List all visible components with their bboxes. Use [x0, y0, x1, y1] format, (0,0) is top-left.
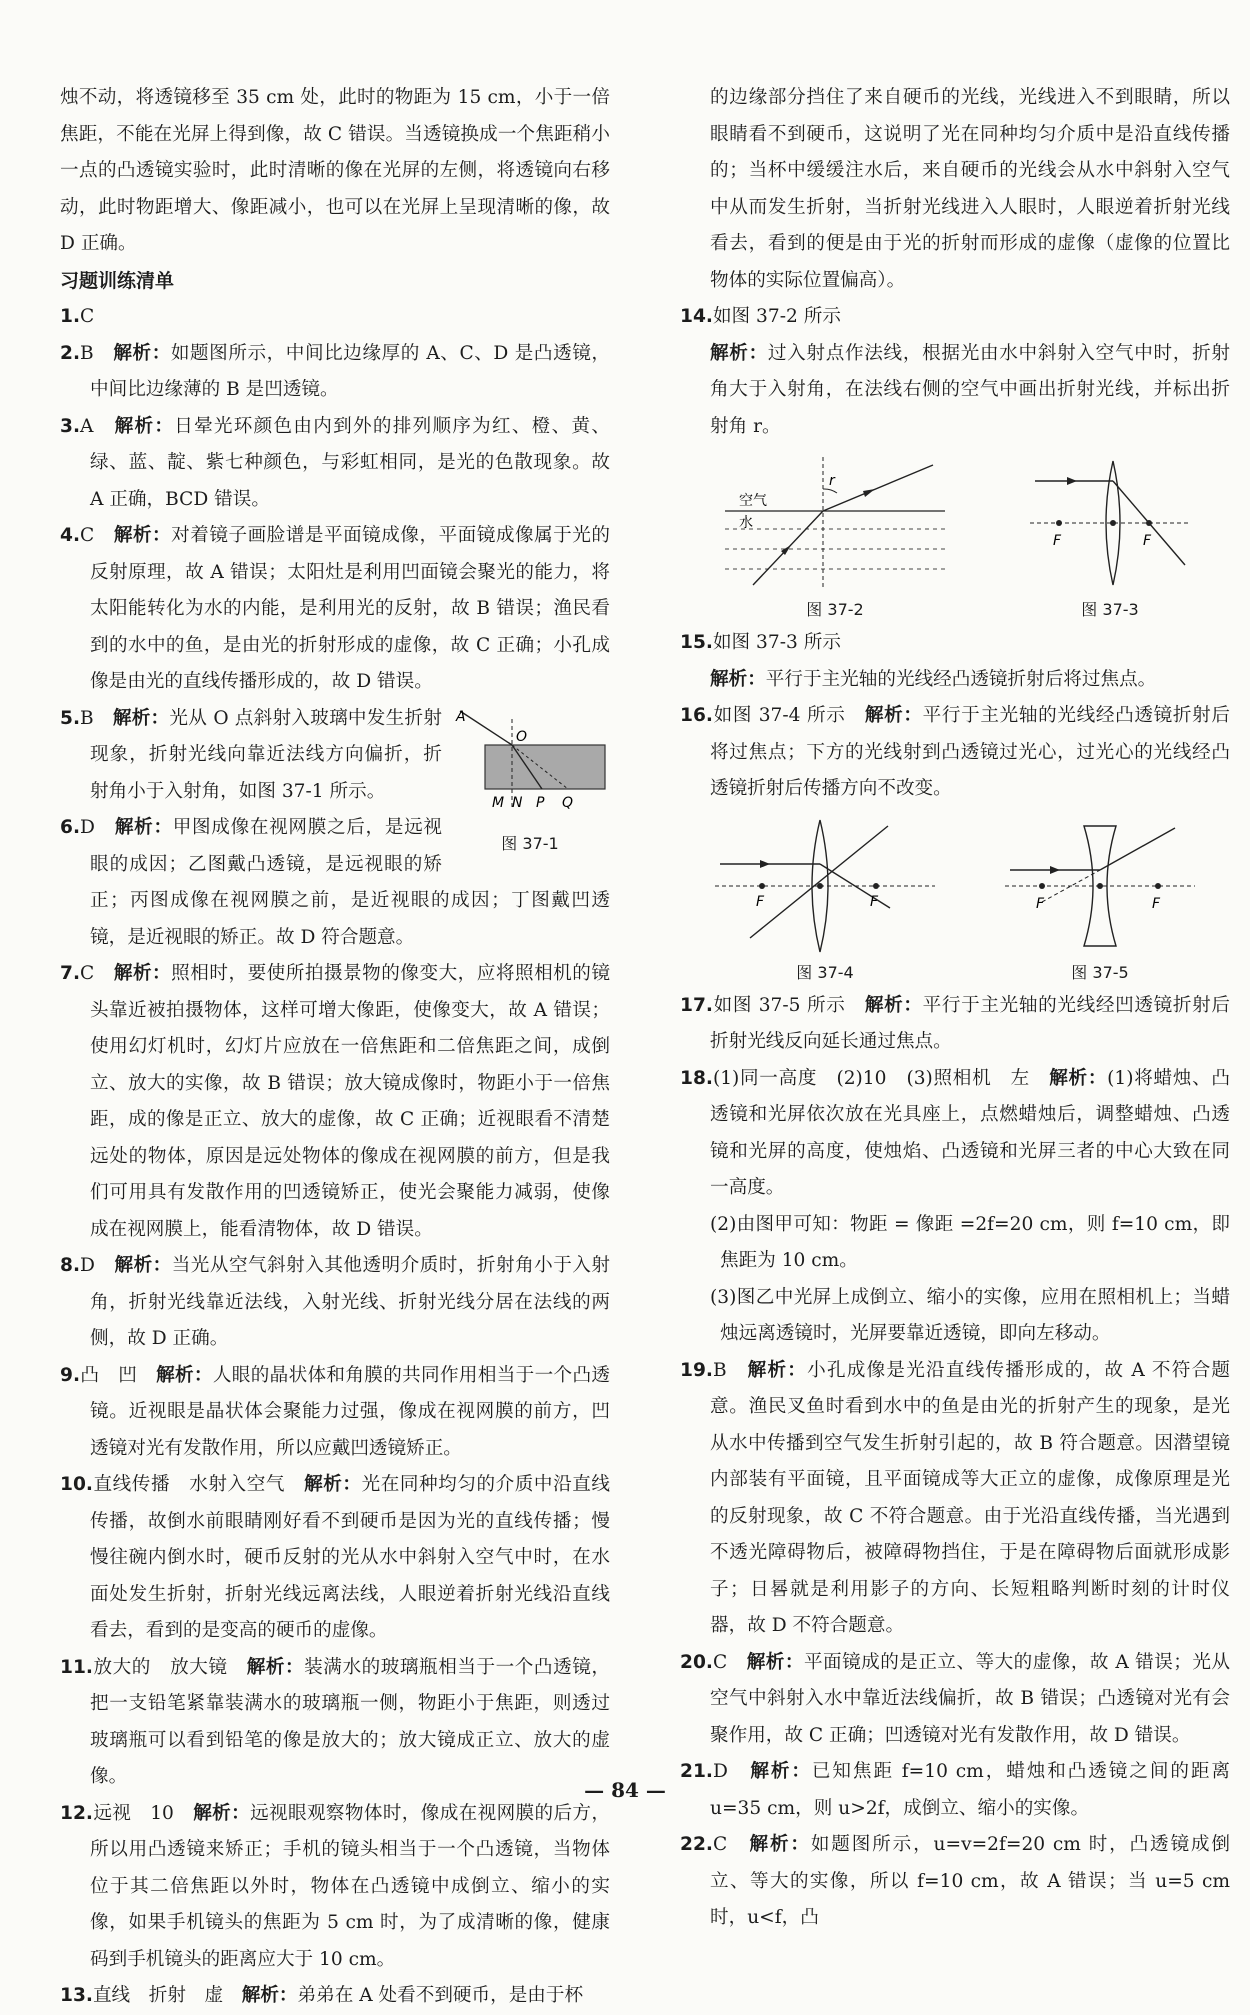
- label-water: 水: [739, 515, 753, 531]
- arrow-icon: [863, 489, 875, 497]
- label-O: O: [516, 728, 528, 745]
- analysis-text: 人眼的晶状体和角膜的共同作用相当于一个凸透镜。近视眼是晶状体会聚能力过强，像成在视网膜的前方，凹透镜对光有发散作用，所以应戴凹透镜矫正。: [90, 1364, 610, 1459]
- label-M: M: [492, 794, 505, 811]
- answer-item-13: [60, 1978, 610, 2015]
- analysis-text: 远视眼观察物体时，像成在视网膜的后方，所以用凸透镜来矫正；手机的镜头相当于一个凸透镜，当物体位于其二倍焦距以外时，物体在凸透镜中成倒立、缩小的实像，如果手机镜头的焦距为 5 cm 时，为了成清晰的像，健康码到手机镜头的距离应大于 10 cm。: [90, 1802, 610, 1970]
- answer-item-8: [60, 1248, 610, 1358]
- item-number: 2.: [60, 342, 81, 364]
- analysis-text: 光在同种均匀的介质中沿直线传播，故倒水前眼睛刚好看不到硬币是因为光的直线传播；慢慢往碗内倒水时，硬币反射的光从水中斜射入空气中时，在水面处发生折射，折射光线远离法线，人眼逆着折射光线沿直线看去，看到的是变高的硬币的虚像。: [90, 1474, 610, 1641]
- analysis-label: 解析：: [864, 994, 923, 1016]
- item-answer: 如图 37-4 所示: [712, 705, 846, 726]
- concave-lens-diagram: [1000, 816, 1200, 956]
- analysis-label: 解析：: [114, 1255, 172, 1276]
- item-answer: B: [712, 1359, 727, 1381]
- focus-point: [759, 883, 765, 889]
- diverging-ray: [1100, 828, 1175, 870]
- item-number: 14.: [680, 306, 713, 327]
- item-number: 10.: [60, 1474, 93, 1495]
- analysis-text: 过入射点作法线，根据光由水中斜射入空气中时，折射角大于入射角，在法线右侧的空气中画出折射光线，并标出折射角 r。: [710, 342, 1230, 437]
- arrow-icon: [1050, 866, 1060, 874]
- item-number: 19.: [680, 1359, 713, 1381]
- intro-paragraph: 烛不动，将透镜移至 35 cm 处，此时的物距为 15 cm，小于一倍焦距，不能在光屏上得到像，故 C 错误。当透镜换成一个焦距稍小一点的凸透镜实验时，此时清晰的像在光屏的左侧，将透镜向右移动，此时物距增大、像距减小，也可以在光屏上呈现清晰的像，故 D 正确。: [60, 87, 610, 254]
- figure-37-5: [1000, 816, 1200, 984]
- item-number: 11.: [60, 1656, 93, 1678]
- answer-item-17: [680, 988, 1230, 1061]
- analysis-text: 弟弟在 A 处看不到硬币，是由于杯: [297, 1985, 584, 2006]
- analysis-text: 小孔成像是光沿直线传播形成的，故 A 不符合题意。渔民叉鱼时看到水中的鱼是由光的折射产生的现象，是光从水中传播到空气发生折射引起的，故 B 符合题意。因潜望镜内部装有平面镜，且平面镜成等大正立的虚像，成像原理是光的反射现象，故 C 不符合题意。由于光沿直线传播，当光遇到不透光障碍物后，被障碍物挡住，于是在障碍物后面就形成影子；日晷就是利用影子的方向、长短粗略判断时刻的计时仪器，故 D 不符合题意。: [710, 1359, 1230, 1636]
- glass-block: [485, 745, 605, 789]
- analysis-label: 解析：: [241, 1985, 298, 2006]
- analysis-text: 如题图所示，u=v=2f=20 cm 时，凸透镜成倒立、等大的实像，所以 f=10 cm，故 A 错误；当 u=5 cm 时，u<f，凸: [710, 1834, 1230, 1928]
- focus-point: [1146, 520, 1152, 526]
- item-13-continuation: 的边缘部分挡住了来自硬币的光线，光线进入不到眼睛，所以眼睛看不到硬币，这说明了光在同种均匀介质中是沿直线传播的；当杯中缓缓注水后，来自硬币的光线会从水中斜射入空气中从而发生折射，当折射光线进入人眼时，人眼逆着折射光线看去，看到的便是由于光的折射而形成的虚像（虚像的位置比物体的实际位置偏高）。: [710, 87, 1230, 291]
- item-answer: B: [80, 342, 94, 364]
- analysis-label: 解析：: [156, 1364, 213, 1386]
- answer-item-20: [680, 1645, 1230, 1755]
- item-number: 21.: [680, 1761, 713, 1782]
- label-A: A: [456, 708, 466, 725]
- item-answer: 如图 37-5 所示: [712, 994, 846, 1016]
- optical-center: [1097, 883, 1103, 889]
- analysis-label: 解析：: [114, 817, 173, 838]
- item-number: 13.: [60, 1985, 93, 2006]
- arrow-icon: [760, 860, 770, 868]
- item-number: 8.: [60, 1255, 81, 1276]
- analysis-label: 解析：: [746, 1651, 804, 1673]
- figure-37-3: [1025, 453, 1195, 621]
- angle-arc: [823, 489, 837, 493]
- label-F-left: F: [1053, 533, 1062, 549]
- answer-item-15: [680, 625, 1230, 698]
- center-ray: [750, 826, 888, 938]
- analysis-text: 甲图成像在视网膜之后，是远视眼的成因；乙图戴凸透镜，是远视眼的矫正；丙图成像在视网膜之前，是近视眼的成因；丁图戴凹透镜，是近视眼的矫正。故 D 符合题意。: [90, 817, 610, 948]
- item-number: 1.: [60, 306, 81, 327]
- analysis-label: 解析：: [747, 1359, 808, 1381]
- analysis-text: 装满水的玻璃瓶相当于一个凸透镜，把一支铅笔紧靠装满水的玻璃瓶一侧，物距小于焦距，则透过玻璃瓶可以看到铅笔的像是放大的；放大镜成正立、放大的虚像。: [90, 1656, 610, 1787]
- item-number: 4.: [60, 525, 81, 546]
- item-number: 18.: [680, 1067, 713, 1089]
- figure-caption: 图 37-4: [796, 962, 854, 982]
- convex-lens-two-rays-diagram: [710, 816, 940, 956]
- analysis-label: 解析：: [749, 1834, 811, 1855]
- item-number: 17.: [680, 994, 713, 1016]
- item-answer: C: [712, 1834, 728, 1855]
- item-number: 12.: [60, 1802, 93, 1824]
- analysis-text: 对着镜子画脸谱是平面镜成像，平面镜成像属于光的反射原理，故 A 错误；太阳灶是利用凹面镜会聚光的能力，将太阳能转化为水的内能，是利用光的反射，故 B 错误；渔民看到的水中的鱼，是由光的折射形成的虚像，故 C 正确；小孔成像是由光的直线传播形成的，故 D 错误。: [90, 525, 610, 692]
- convex-lens-diagram: [1025, 453, 1195, 593]
- answer-item-14: [680, 299, 1230, 445]
- answer-item-19: [680, 1353, 1230, 1645]
- answer-item-16: [680, 698, 1230, 808]
- label-Q: Q: [562, 794, 574, 811]
- answer-item-4: [60, 518, 610, 701]
- focus-point: [1056, 520, 1062, 526]
- analysis-text: 平行于主光轴的光线经凸透镜折射后将过焦点；下方的光线射到凸透镜过光心，过光心的光线经凸透镜折射后传播方向不改变。: [710, 705, 1230, 799]
- label-F-left: F: [756, 893, 765, 910]
- focus-point: [1155, 883, 1161, 889]
- answer-item-18: [680, 1061, 1230, 1207]
- item-answer: 如图 37-3 所示: [712, 632, 841, 653]
- item-number: 7.: [60, 963, 81, 984]
- answer-item-18-part-2: (2)由图甲可知：物距 = 像距 =2f=20 cm，则 f=10 cm，即焦距为 10 cm。: [710, 1213, 1230, 1271]
- analysis-label: 解析：: [1049, 1067, 1108, 1089]
- figure-caption: 图 37-2: [806, 600, 864, 619]
- figure-37-4: [710, 816, 940, 984]
- label-F-right: F: [870, 893, 879, 910]
- refracted-ray: [823, 465, 933, 511]
- item-number: 16.: [680, 705, 713, 726]
- label-N: N: [512, 794, 523, 811]
- focus-point: [1039, 883, 1045, 889]
- label-r: r: [829, 473, 835, 489]
- analysis-label: 解析：: [710, 668, 766, 690]
- answer-item-18-part-3: (3)图乙中光屏上成倒立、缩小的实像，应用在照相机上；当蜡烛远离透镜时，光屏要靠近透镜，即向左移动。: [710, 1286, 1230, 1344]
- answer-item-1: [60, 299, 610, 336]
- analysis-text: 当光从空气斜射入其他透明介质时，折射角小于入射角，折射光线靠近法线，入射光线、折射光线分居在法线的两侧，故 D 正确。: [90, 1255, 610, 1349]
- answer-item-11: [60, 1650, 610, 1796]
- item-number: 22.: [680, 1834, 713, 1855]
- focus-point: [873, 883, 879, 889]
- refraction-glass-diagram: [450, 707, 610, 827]
- item-answer: D: [712, 1761, 728, 1782]
- item-number: 5.: [60, 707, 81, 729]
- figure-caption: 图 37-5: [1071, 962, 1129, 982]
- label-air: 空气: [739, 493, 767, 509]
- analysis-text: 日晕光环颜色由内到外的排列顺序为红、橙、黄、绿、蓝、靛、紫七种颜色，与彩虹相同，是光的色散现象。故 A 正确，BCD 错误。: [90, 415, 610, 510]
- arrow-icon: [1067, 477, 1077, 485]
- analysis-label: 解析：: [113, 525, 172, 546]
- label-F-right: F: [1143, 533, 1152, 549]
- item-answer: 放大的 放大镜: [92, 1656, 228, 1678]
- figure-37-1: [450, 707, 610, 855]
- item-answer: D: [80, 817, 95, 838]
- analysis-text: 平行于主光轴的光线经凹透镜折射后折射光线反向延长通过焦点。: [710, 994, 1230, 1052]
- item-number: 20.: [680, 1651, 713, 1673]
- figure-37-2: [715, 453, 955, 621]
- analysis-text: (1)将蜡烛、凸透镜和光屏依次放在光具座上，点燃蜡烛后，调整蜡烛、凸透镜和光屏的高度，使烛焰、凸透镜和光屏三者的中心大致在同一高度。: [710, 1067, 1230, 1198]
- analysis-label: 解析：: [750, 1761, 812, 1782]
- answer-item-10: [60, 1467, 610, 1650]
- item-answer: 直线 折射 虚: [92, 1985, 224, 2006]
- analysis-label: 解析：: [112, 707, 170, 729]
- analysis-text: 平行于主光轴的光线经凸透镜折射后将过焦点。: [765, 668, 1157, 690]
- answer-item-9: [60, 1358, 610, 1468]
- answer-item-2: [60, 336, 610, 409]
- item-number: 6.: [60, 817, 81, 838]
- item-number: 15.: [680, 632, 713, 653]
- analysis-text: 光从 O 点斜射入玻璃中发生折射现象，折射光线向靠近法线方向偏折，折射角小于入射角，如图 37-1 所示。: [90, 707, 442, 802]
- optical-center: [1110, 520, 1116, 526]
- item-answer: 凸 凹: [80, 1364, 138, 1386]
- analysis-text: 如题图所示，中间比边缘厚的 A、C、D 是凸透镜，中间比边缘薄的 B 是凹透镜。: [90, 342, 610, 400]
- item-answer: D: [80, 1255, 95, 1276]
- analysis-label: 解析：: [193, 1802, 251, 1824]
- optical-center: [817, 883, 823, 889]
- analysis-text: 照相时，要使所拍摄景物的像变大，应将照相机的镜头靠近被拍摄物体，这样可增大像距，使像变大，故 A 错误；使用幻灯机时，幻灯片应放在一倍焦距和二倍焦距之间，成倒立、放大的实像，故 B 错误；放大镜成像时，物距小于一倍焦距，成的像是正立、放大的虚像，故 C 正确；近视眼看不清楚远处的物体，原因是远处物体的像成在视网膜的前方，但是我们可用具有发散作用的凹透镜矫正，使光会聚能力减弱，使像成在视网膜上，能看清物体，故 D 错误。: [90, 963, 610, 1240]
- analysis-text: 平面镜成的是正立、等大的虚像，故 A 错误；光从空气中斜射入水中靠近法线偏折，故 B 错误；凸透镜对光有会聚作用，故 C 正确；凹透镜对光有发散作用，故 D 错误。: [710, 1651, 1230, 1746]
- item-answer: 直线传播 水射入空气: [92, 1474, 285, 1495]
- label-F-right: F: [1152, 895, 1161, 912]
- figure-caption: 图 37-3: [1081, 600, 1139, 619]
- section-title: 习题训练清单: [60, 269, 175, 292]
- analysis-label: 解析：: [864, 705, 923, 726]
- analysis-label: 解析：: [710, 342, 768, 364]
- item-answer: C: [712, 1651, 728, 1673]
- right-column: [680, 80, 1230, 1937]
- refraction-water-air-diagram: [715, 453, 955, 593]
- analysis-label: 解析：: [304, 1474, 362, 1495]
- analysis-text: 已知焦距 f=10 cm，蜡烛和凸透镜之间的距离 u=35 cm，则 u>2f，成倒立、缩小的实像。: [710, 1761, 1230, 1819]
- item-answer: C: [80, 963, 95, 984]
- analysis-label: 解析：: [113, 963, 172, 984]
- item-number: 9.: [60, 1364, 81, 1386]
- incident-ray: [460, 711, 512, 745]
- item-answer: C: [80, 306, 95, 327]
- left-column: [60, 80, 610, 2015]
- analysis-label: 解析：: [113, 342, 171, 364]
- answer-item-7: [60, 956, 610, 1248]
- item-answer: A: [80, 415, 94, 437]
- item-answer: 如图 37-2 所示: [712, 306, 841, 327]
- item-answer: 远视 10: [92, 1802, 174, 1824]
- item-answer: B: [80, 707, 94, 729]
- figure-row-37-2-37-3: [680, 453, 1230, 621]
- item-number: 3.: [60, 415, 81, 437]
- analysis-label: 解析：: [246, 1656, 305, 1678]
- label-F-left: F: [1036, 895, 1045, 912]
- figure-caption: 图 37-1: [501, 833, 559, 853]
- label-P: P: [536, 794, 545, 811]
- answer-item-12: [60, 1796, 610, 1979]
- answer-item-22: [680, 1827, 1230, 1937]
- page-number: — 84 —: [584, 1778, 666, 1802]
- answer-item-3: [60, 409, 610, 519]
- item-answer: C: [80, 525, 95, 546]
- item-answer: (1)同一高度 (2)10 (3)照相机 左: [712, 1067, 1030, 1089]
- figure-row-37-4-37-5: [680, 816, 1230, 984]
- analysis-label: 解析：: [114, 415, 175, 437]
